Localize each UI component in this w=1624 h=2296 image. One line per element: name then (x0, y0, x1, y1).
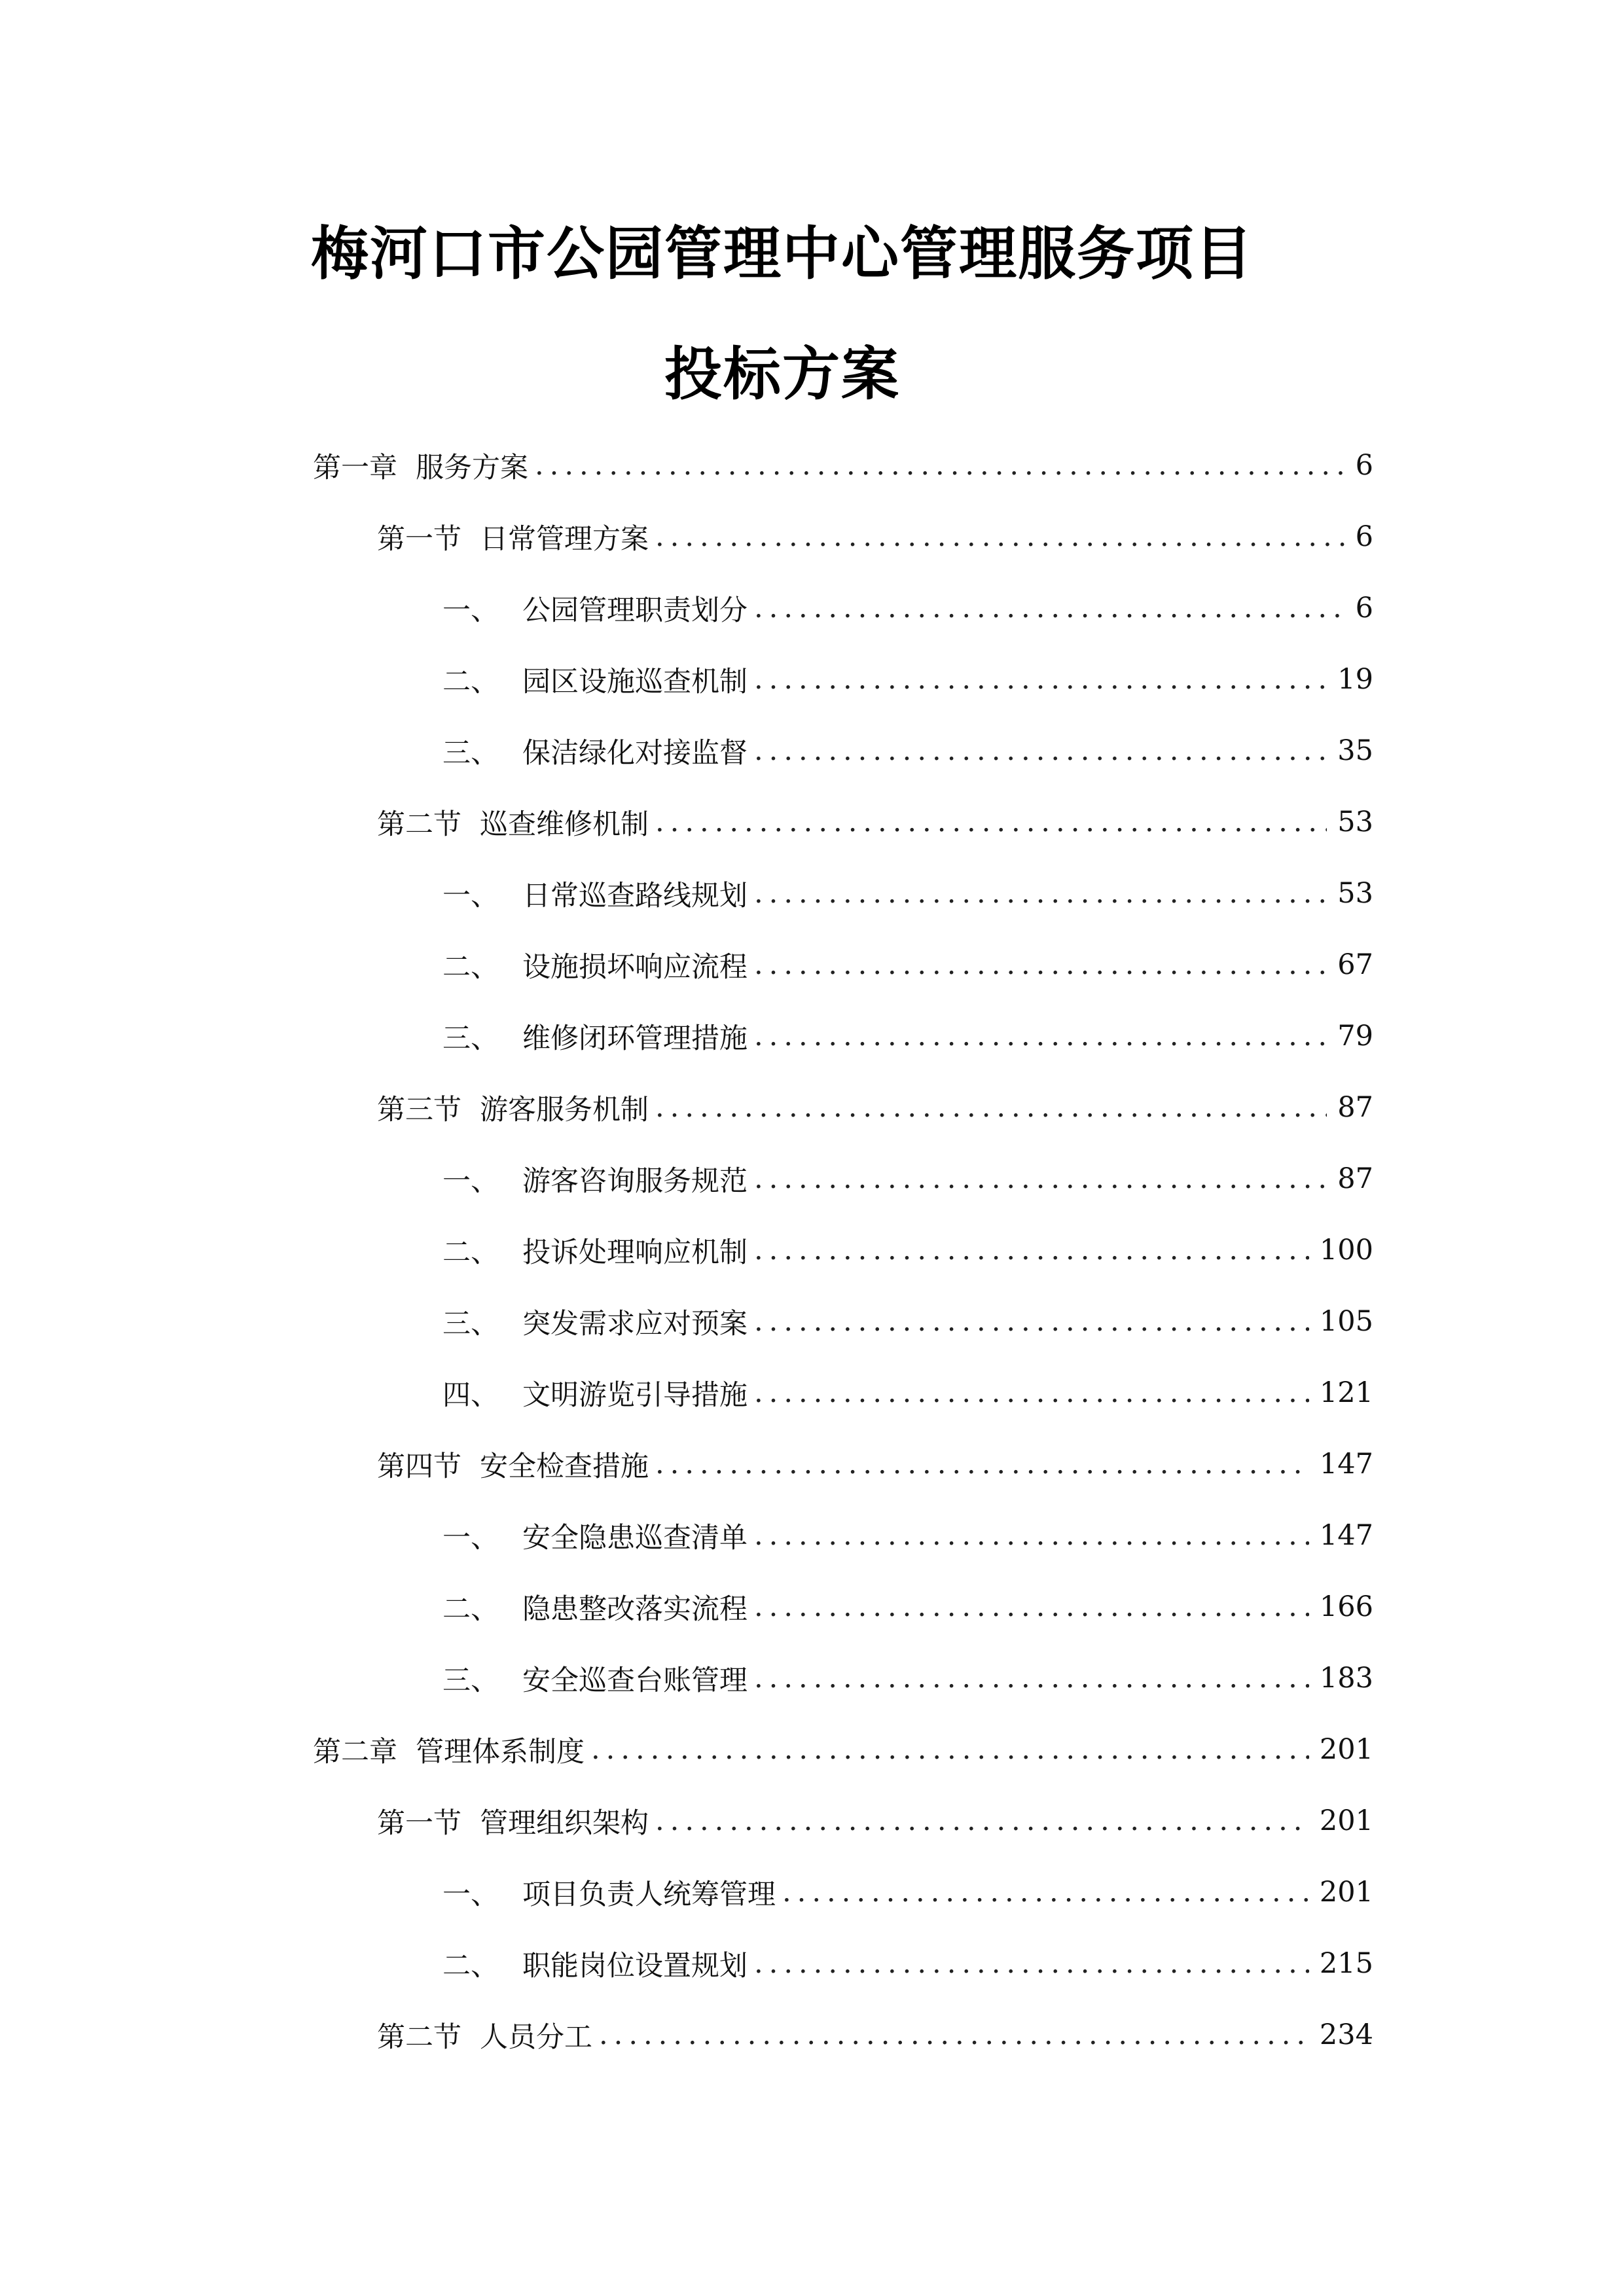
toc-entry-page: 6 (1355, 520, 1373, 553)
toc-entry-page: 215 (1319, 1947, 1373, 1980)
toc-entry-page: 6 (1355, 592, 1373, 624)
toc-entry-page: 105 (1319, 1305, 1373, 1338)
toc-dot-leader (754, 734, 1327, 767)
toc-entry-section[interactable] (377, 799, 1373, 845)
toc-entry-page: 234 (1319, 2018, 1373, 2051)
toc-entry-page: 6 (1355, 449, 1373, 482)
toc-entry-number: 四、 (442, 1378, 499, 1412)
toc-entry-section[interactable] (377, 1798, 1373, 1844)
toc-dot-leader (655, 1804, 1309, 1837)
toc-entry-page: 147 (1319, 1448, 1373, 1480)
toc-dot-leader (754, 1519, 1309, 1552)
toc-dot-leader (754, 948, 1327, 981)
toc-entry-number: 第一节 (377, 1806, 461, 1840)
toc-entry-number: 二、 (442, 950, 499, 984)
toc-entry-title: 安全检查措施 (480, 1450, 649, 1483)
toc-entry-title: 安全巡查台账管理 (522, 1664, 748, 1697)
toc-entry-number: 第一章 (313, 451, 397, 484)
toc-dot-leader (591, 1733, 1309, 1766)
toc-entry-title: 游客咨询服务规范 (522, 1164, 748, 1198)
toc-entry-title: 管理体系制度 (416, 1735, 585, 1768)
toc-entry-title: 项目负责人统筹管理 (522, 1878, 776, 1911)
toc-entry-title: 服务方案 (416, 451, 528, 484)
toc-dot-leader (535, 449, 1345, 482)
toc-entry-subsection[interactable] (442, 728, 1373, 774)
toc-entry-page: 79 (1337, 1020, 1373, 1052)
toc-entry-title: 维修闭环管理措施 (522, 1022, 748, 1055)
toc-entry-title: 园区设施巡查机制 (522, 665, 748, 698)
toc-entry-title: 日常管理方案 (480, 522, 649, 556)
toc-entry-number: 一、 (442, 879, 499, 912)
toc-dot-leader (782, 1876, 1309, 1909)
toc-entry-section[interactable] (377, 514, 1373, 560)
toc-entry-title: 隐患整改落实流程 (522, 1592, 748, 1626)
toc-dot-leader (655, 520, 1345, 553)
toc-entry-subsection[interactable] (442, 870, 1373, 916)
toc-entry-number: 三、 (442, 1664, 499, 1697)
toc-dot-leader (754, 663, 1327, 696)
toc-entry-number: 二、 (442, 665, 499, 698)
toc-dot-leader (754, 1376, 1309, 1409)
toc-entry-subsection[interactable] (442, 1013, 1373, 1059)
toc-entry-subsection[interactable] (442, 585, 1373, 631)
toc-entry-title: 安全隐患巡查清单 (522, 1521, 748, 1554)
toc-dot-leader (754, 1020, 1327, 1052)
toc-entry-page: 100 (1319, 1234, 1373, 1266)
toc-entry-number: 第一节 (377, 522, 461, 556)
toc-dot-leader (655, 1091, 1327, 1124)
toc-entry-subsection[interactable] (442, 942, 1373, 988)
toc-entry-number: 一、 (442, 594, 499, 627)
toc-dot-leader (754, 1590, 1309, 1623)
toc-dot-leader (754, 877, 1327, 910)
toc-entry-subsection[interactable] (442, 1941, 1373, 1986)
toc-entry-page: 67 (1337, 948, 1373, 981)
toc-entry-section[interactable] (377, 1085, 1373, 1130)
document-title-line-2: 投标方案 (664, 340, 900, 408)
toc-entry-subsection[interactable] (442, 1655, 1373, 1701)
toc-entry-subsection[interactable] (442, 1370, 1373, 1416)
toc-entry-page: 19 (1337, 663, 1373, 696)
toc-entry-number: 一、 (442, 1878, 499, 1911)
toc-entry-page: 53 (1337, 877, 1373, 910)
toc-entry-chapter[interactable] (313, 1727, 1373, 1772)
toc-entry-title: 巡查维修机制 (480, 808, 649, 841)
toc-entry-number: 一、 (442, 1164, 499, 1198)
toc-entry-page: 35 (1337, 734, 1373, 767)
toc-entry-page: 87 (1337, 1162, 1373, 1195)
toc-dot-leader (754, 1947, 1309, 1980)
toc-dot-leader (655, 806, 1327, 838)
toc-entry-subsection[interactable] (442, 1227, 1373, 1273)
toc-entry-number: 一、 (442, 1521, 499, 1554)
toc-entry-title: 文明游览引导措施 (522, 1378, 748, 1412)
toc-entry-title: 突发需求应对预案 (522, 1307, 748, 1340)
toc-entry-number: 三、 (442, 1022, 499, 1055)
toc-entry-subsection[interactable] (442, 1869, 1373, 1915)
toc-entry-number: 第二章 (313, 1735, 397, 1768)
toc-entry-title: 人员分工 (480, 2020, 592, 2054)
toc-entry-chapter[interactable] (313, 442, 1373, 488)
toc-entry-title: 职能岗位设置规划 (522, 1949, 748, 1982)
toc-dot-leader (754, 1305, 1309, 1338)
toc-entry-number: 二、 (442, 1592, 499, 1626)
toc-entry-page: 201 (1319, 1733, 1373, 1766)
toc-entry-title: 设施损坏响应流程 (522, 950, 748, 984)
toc-dot-leader (754, 1162, 1327, 1195)
toc-dot-leader (754, 592, 1345, 624)
toc-entry-subsection[interactable] (442, 1156, 1373, 1202)
toc-entry-subsection[interactable] (442, 1584, 1373, 1630)
toc-entry-number: 第二节 (377, 808, 461, 841)
toc-entry-title: 游客服务机制 (480, 1093, 649, 1126)
toc-entry-section[interactable] (377, 1441, 1373, 1487)
toc-entry-page: 87 (1337, 1091, 1373, 1124)
toc-entry-title: 投诉处理响应机制 (522, 1236, 748, 1269)
toc-entry-number: 第四节 (377, 1450, 461, 1483)
toc-entry-number: 二、 (442, 1949, 499, 1982)
toc-entry-section[interactable] (377, 2012, 1373, 2058)
toc-entry-title: 管理组织架构 (480, 1806, 649, 1840)
toc-entry-number: 三、 (442, 1307, 499, 1340)
toc-entry-number: 二、 (442, 1236, 499, 1269)
toc-dot-leader (754, 1234, 1309, 1266)
toc-dot-leader (599, 2018, 1309, 2051)
toc-entry-page: 201 (1319, 1804, 1373, 1837)
toc-entry-title: 日常巡查路线规划 (522, 879, 748, 912)
toc-entry-title: 保洁绿化对接监督 (522, 736, 748, 770)
toc-entry-page: 147 (1319, 1519, 1373, 1552)
toc-entry-page: 166 (1319, 1590, 1373, 1623)
toc-entry-number: 第三节 (377, 1093, 461, 1126)
toc-entry-page: 201 (1319, 1876, 1373, 1909)
toc-entry-number: 第二节 (377, 2020, 461, 2054)
toc-entry-page: 53 (1337, 806, 1373, 838)
toc-entry-subsection[interactable] (442, 1299, 1373, 1344)
toc-dot-leader (655, 1448, 1309, 1480)
toc-entry-subsection[interactable] (442, 656, 1373, 702)
toc-entry-subsection[interactable] (442, 1513, 1373, 1558)
toc-dot-leader (754, 1662, 1309, 1695)
toc-entry-page: 121 (1319, 1376, 1373, 1409)
document-title-line-1: 梅河口市公园管理中心管理服务项目 (310, 220, 1254, 287)
toc-entry-title: 公园管理职责划分 (522, 594, 748, 627)
toc-entry-page: 183 (1319, 1662, 1373, 1695)
toc-entry-number: 三、 (442, 736, 499, 770)
